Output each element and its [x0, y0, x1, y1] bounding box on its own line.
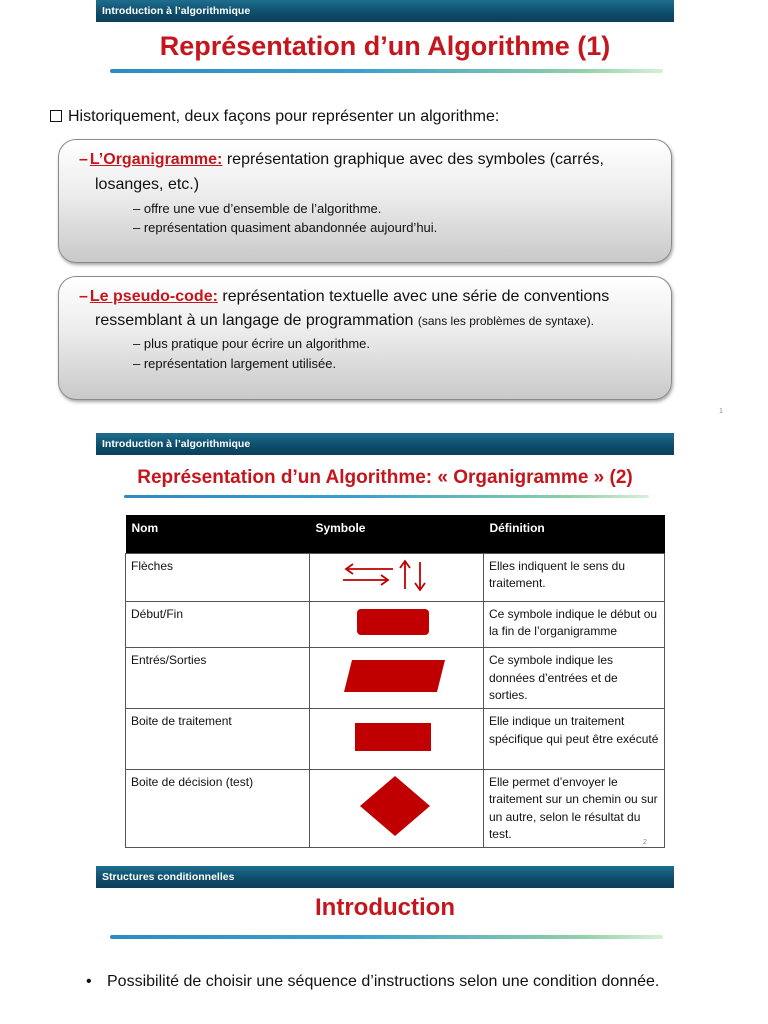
- slide2-header: Introduction à l’algorithmique: [96, 433, 674, 455]
- pseudo-code-box: [58, 276, 672, 400]
- row-definition: Elles indiquent le sens du traitement.: [483, 553, 664, 601]
- column-header-symbole: Symbole: [309, 515, 483, 553]
- row-name: Entrés/Sorties: [126, 648, 310, 709]
- slide2-title: Représentation d’un Algorithme: « Organigramme » (2): [137, 467, 633, 488]
- slide3-title-rule: [110, 935, 663, 939]
- pseudo-code-line: [79, 285, 657, 333]
- slide3-title: Introduction: [315, 894, 455, 921]
- slide3-bullet: [86, 970, 666, 993]
- slide1-intro: [50, 108, 499, 126]
- row-name: Boite de traitement: [126, 709, 310, 769]
- pseudo-code-keyword: Le pseudo-code:: [89, 288, 218, 305]
- intro-text: Historiquement, deux façons pour représenter un algorithme:: [68, 108, 500, 125]
- dash-bullet: –: [79, 151, 88, 168]
- slide1-title: Représentation d’un Algorithme (1): [159, 31, 611, 61]
- organigramme-line: [79, 148, 657, 198]
- slide2-page-number: 2: [643, 839, 647, 846]
- row-symbol: [309, 648, 483, 709]
- pseudo-code-sub-2: – représentation largement utilisée.: [133, 355, 337, 371]
- pseudo-code-small: (sans les problèmes de syntaxe).: [417, 314, 594, 328]
- row-definition: Ce symbole indique les données d’entrées et de sorties.: [483, 648, 664, 709]
- pseudo-code-text: représentation textuelle avec une série de conventions ressemblant à un langage de programmation: [95, 288, 610, 329]
- table-header-row: [126, 515, 665, 553]
- parallelogram-icon: [315, 652, 478, 698]
- row-definition: Elle indique un traitement spécifique qui peut être exécuté: [483, 709, 664, 769]
- slide1-page-number: 1: [719, 408, 723, 415]
- checkbox-bullet-icon: [50, 110, 62, 122]
- symbols-table: [125, 515, 665, 848]
- column-header-definition: Définition: [483, 515, 664, 553]
- organigramme-sub-2: – représentation quasiment abandonnée aujourd’hui.: [133, 220, 438, 236]
- organigramme-sub-1: – offre une vue d’ensemble de l’algorithme.: [133, 200, 382, 216]
- row-name: Flèches: [126, 553, 310, 601]
- diamond-icon: [315, 774, 478, 838]
- rounded-rectangle-icon: [315, 606, 478, 638]
- slide1-title-rule: [110, 69, 663, 73]
- row-symbol: [309, 769, 483, 848]
- bullet-text: Possibilité de choisir une séquence d’instructions selon une condition donnée.: [107, 973, 660, 990]
- table-row: [126, 769, 665, 848]
- dash-bullet: –: [79, 288, 88, 305]
- bullet-dot-icon: •: [86, 973, 92, 990]
- table-row: [126, 601, 665, 647]
- table-row: [126, 709, 665, 769]
- column-header-nom: Nom: [126, 515, 310, 553]
- organigramme-box: [58, 139, 672, 263]
- organigramme-keyword: L’Organigramme:: [89, 151, 223, 168]
- slide3-header: Structures conditionnelles: [96, 866, 674, 888]
- rectangle-icon: [315, 713, 478, 759]
- row-symbol: [309, 601, 483, 647]
- row-definition: Ce symbole indique le début ou la fin de l’organigramme: [483, 601, 664, 647]
- table-row: [126, 553, 665, 601]
- row-definition: Elle permet d’envoyer le traitement sur un chemin ou sur un autre, selon le résultat du test.: [483, 769, 664, 848]
- arrows-icon: [315, 558, 478, 592]
- table-row: [126, 648, 665, 709]
- row-symbol: [309, 553, 483, 601]
- row-name: Début/Fin: [126, 601, 310, 647]
- slide1-header: Introduction à l’algorithmique: [96, 0, 674, 22]
- organigramme-text: représentation graphique avec des symboles (carrés, losanges, etc.): [95, 151, 604, 193]
- slide2-title-rule: [124, 495, 649, 498]
- row-symbol: [309, 709, 483, 769]
- row-name: Boite de décision (test): [126, 769, 310, 848]
- pseudo-code-sub-1: – plus pratique pour écrire un algorithme.: [133, 336, 371, 351]
